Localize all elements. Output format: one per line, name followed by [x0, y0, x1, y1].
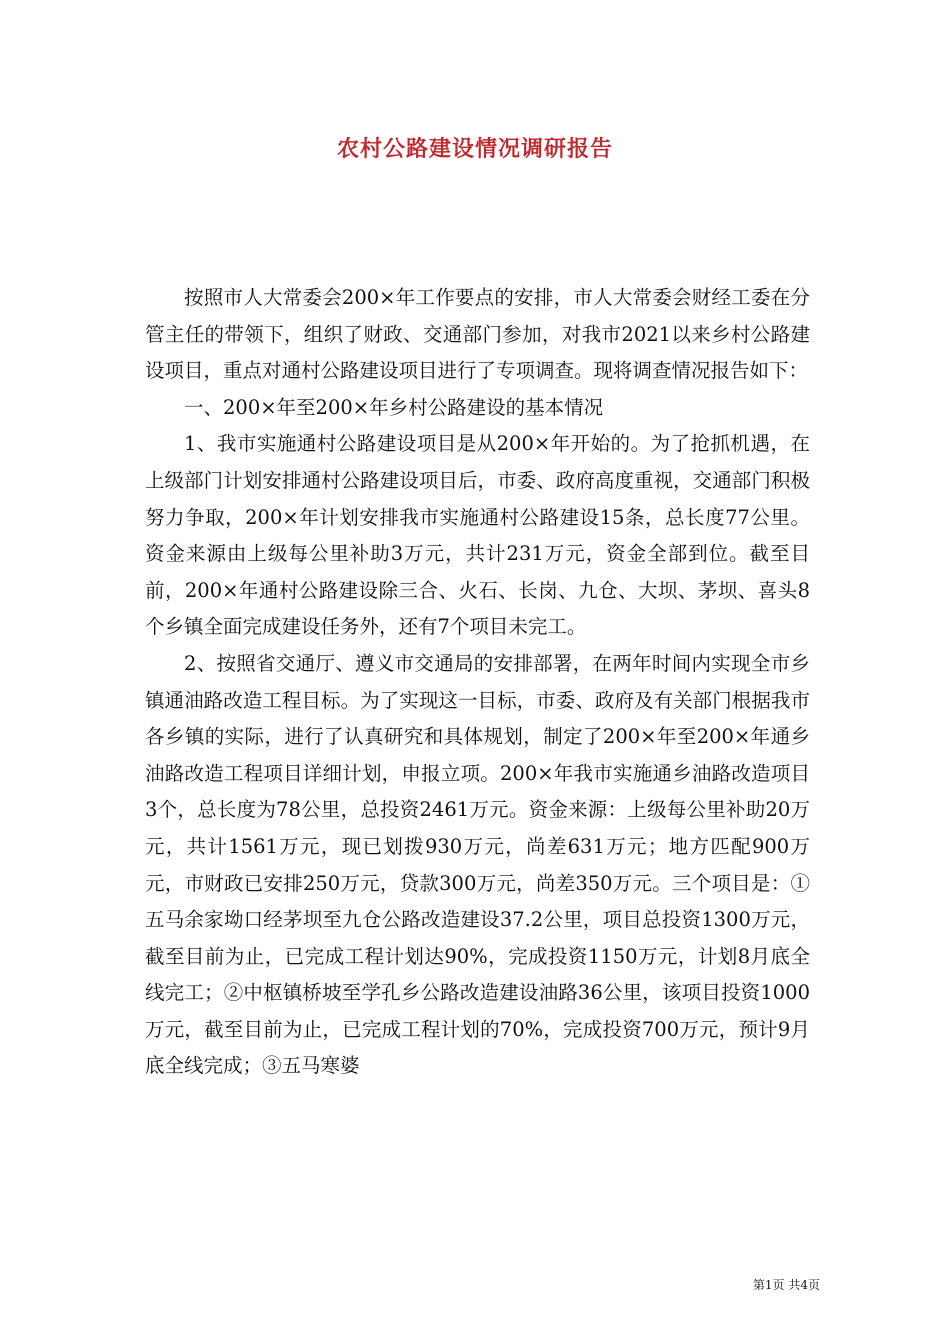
document-title: 农村公路建设情况调研报告 — [336, 136, 613, 162]
paragraph-item-1: 1、我市实施通村公路建设项目是从200×年开始的。为了抢抓机遇，在上级部门计划安排通村公路建设项目后，市委、政府高度重视，交通部门积极努力争取，200×年计划安排我市实施通村公路建设15条，总长度77公里。资金来源由上级每公里补助3万元，共计231万元，资金全部到位。截至目前，200×年通村公路建设除三合、火石、长岗、九仓、大坝、茅坝、喜头8个乡镇全面完成建设任务外，还有7个项目未完工。 — [145, 432, 810, 639]
paragraph-intro: 按照市人大常委会200×年工作要点的安排，市人大常委会财经工委在分管主任的带领下，组织了财政、交通部门参加，对我市2021以来乡村公路建设项目，重点对通村公路建设项目进行了专项调查。现将调查情况报告如下： — [145, 286, 810, 383]
paragraph-item-2: 2、按照省交通厅、遵义市交通局的安排部署，在两年时间内实现全市乡镇通油路改造工程目标。为了实现这一目标，市委、政府及有关部门根据我市各乡镇的实际，进行了认真研究和具体规划，制定了200×年至200×年通乡油路改造工程项目详细计划，申报立项。200×年我市实施通乡油路改造项目3个，总长度为78公里，总投资2461万元。资金来源：上级每公里补助20万元，共计1561万元，现已划拨930万元，尚差631万元；地方匹配900万元，市财政已安排250万元，贷款300万元，尚差350万元。三个项目是：①五马余家坳口经茅坝至九仓公路改造建设37.2公里，项目总投资1300万元，截至目前为止，已完成工程计划达90%，完成投资1150万元，计划8月底全线完工；②中枢镇桥坡至学孔乡公路改造建设油路36公里，该项目投资1000万元，截至目前为止，已完成工程计划的70%，完成投资700万元，预计9月底全线完成；③五马寒婆 — [145, 651, 810, 1078]
paragraph-section-heading: 一、200×年至200×年乡村公路建设的基本情况 — [184, 395, 604, 419]
page-number-footer: 第1页 共4页 — [752, 1278, 820, 1292]
document-body — [145, 280, 810, 1085]
